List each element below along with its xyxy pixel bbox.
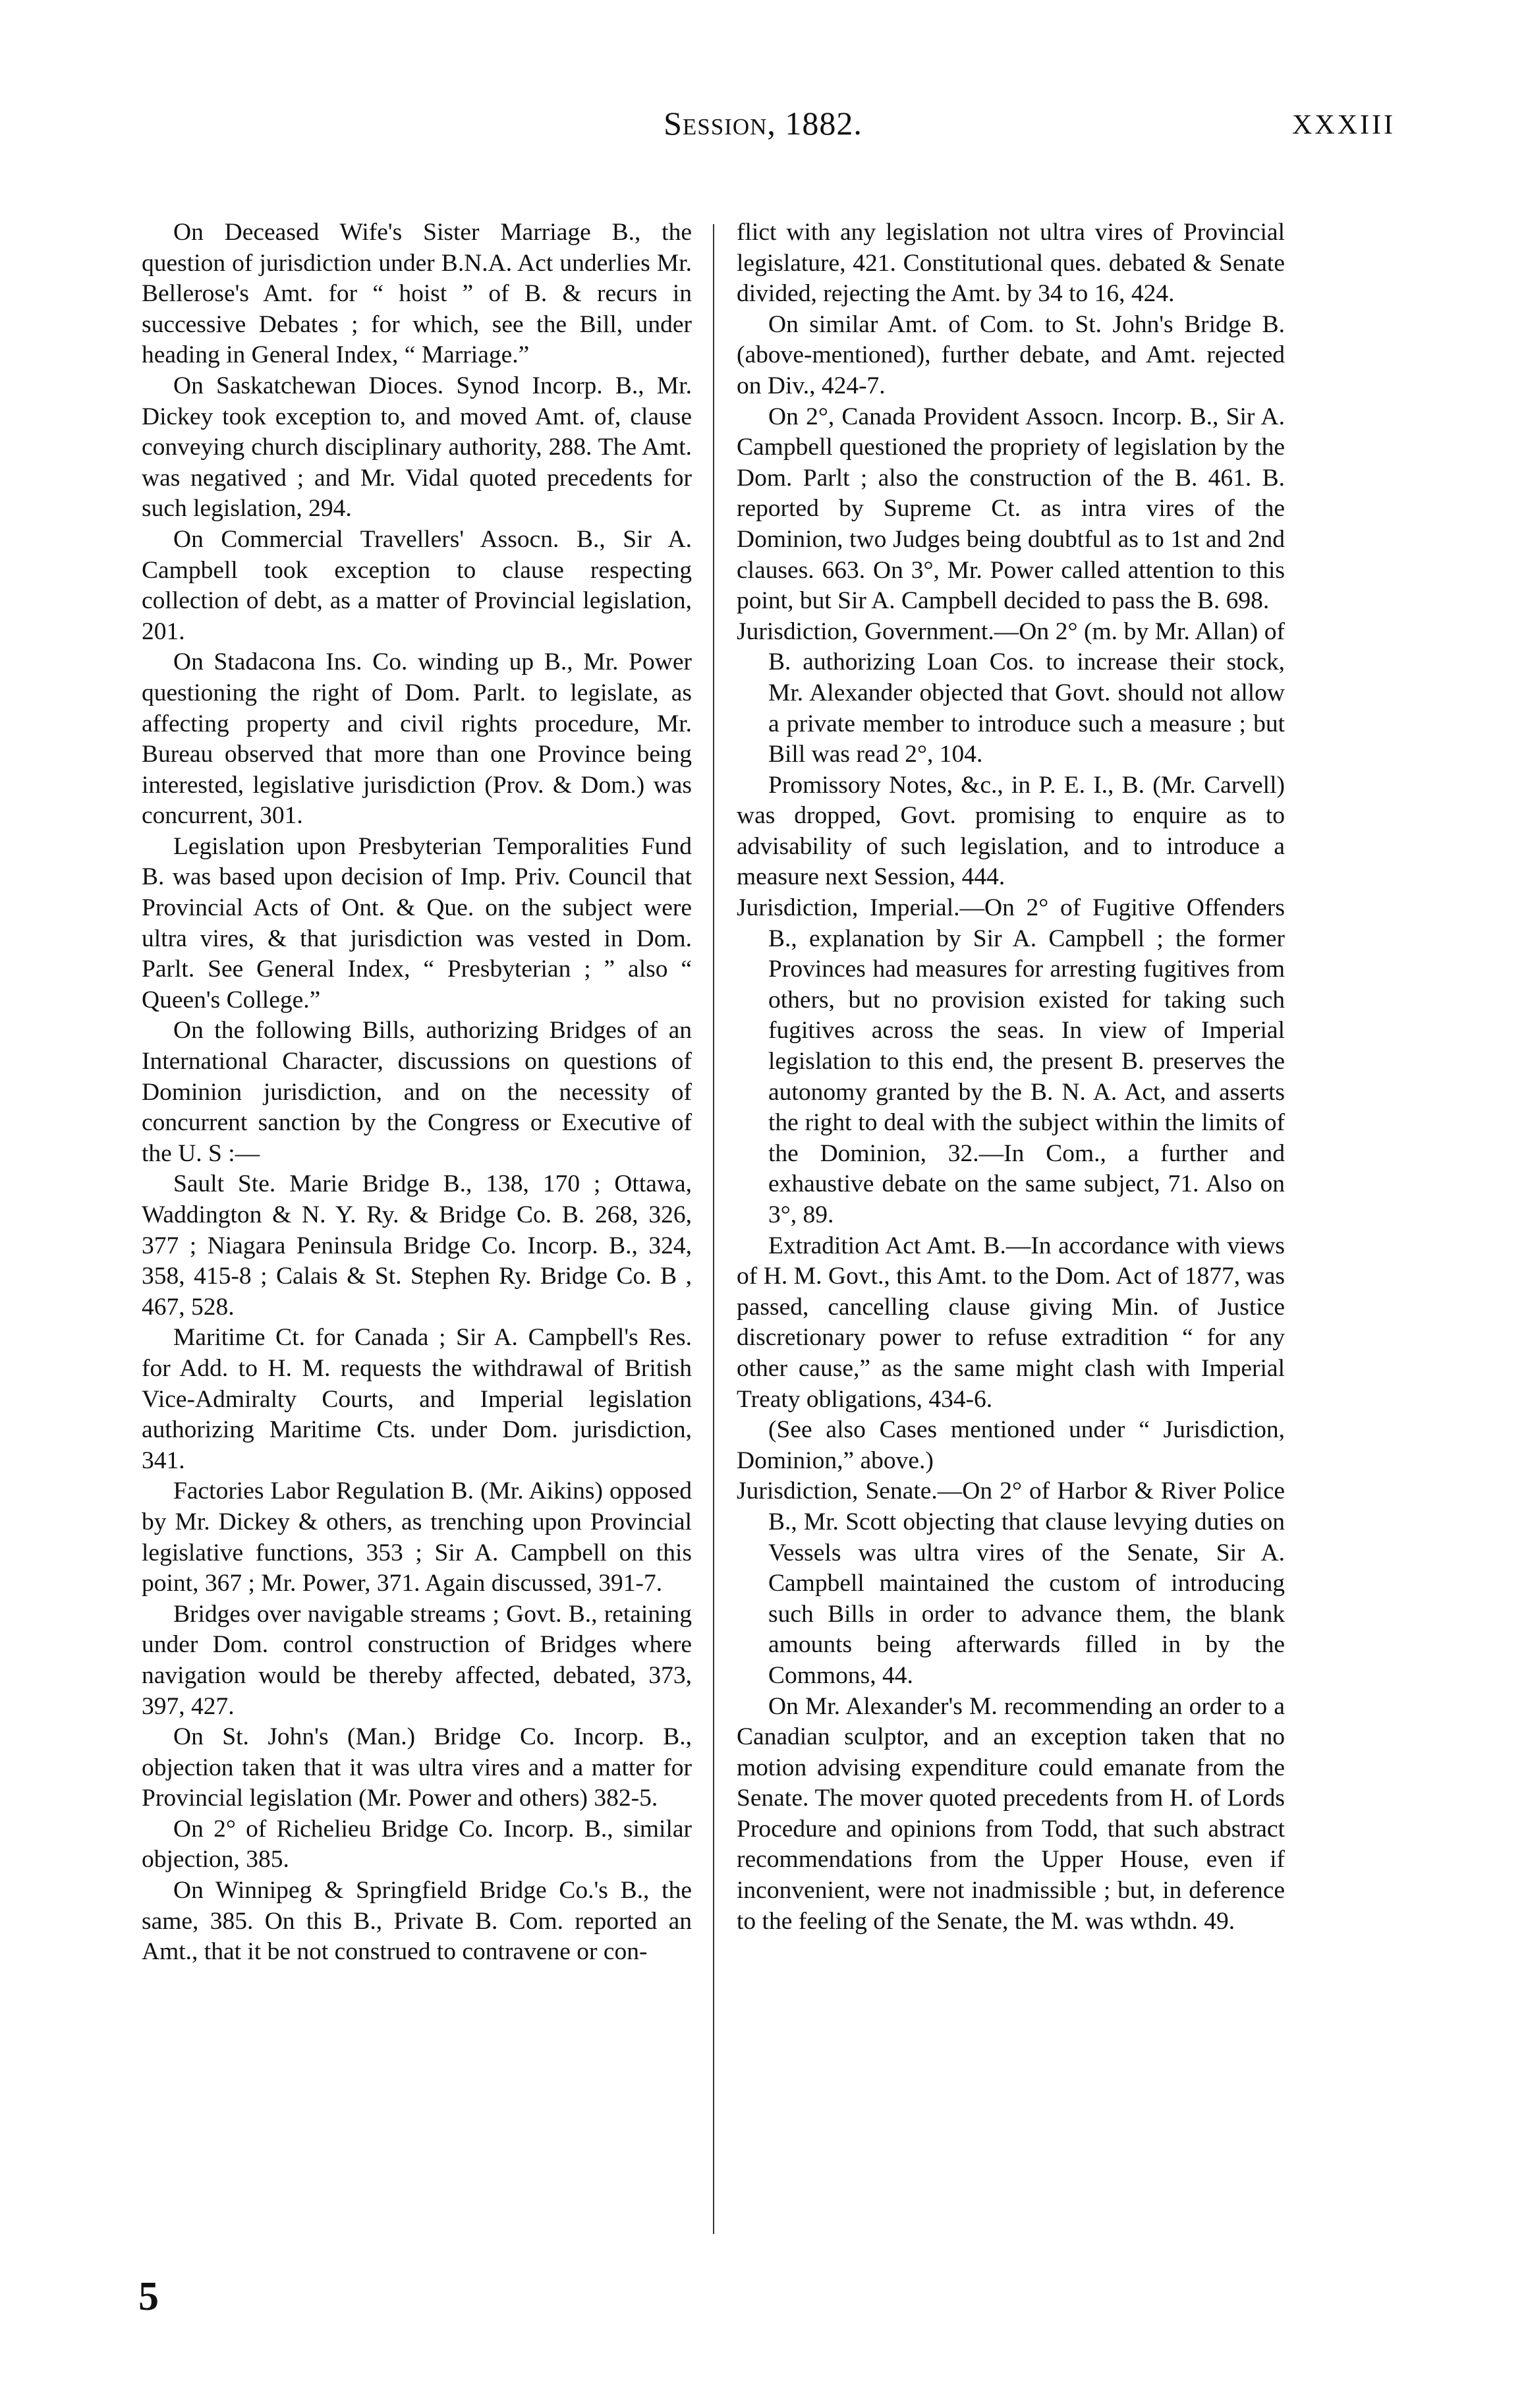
index-heading-entry: Jurisdiction, Government.—On 2° (m. by Mr. Allan) of B. authorizing Loan Cos. to increase their stock, Mr. Alexander objected that Govt. should not allow a private member to introduce such a measure ; but Bill was read 2°, 104. xyxy=(737,617,1285,768)
index-paragraph: Bridges over navigable streams ; Govt. B., retaining under Dom. control construction of Bridges where navigation would be thereby affected, debated, 373, 397, 427. xyxy=(142,1600,692,1720)
running-title: Session, 1882. xyxy=(664,105,862,142)
signature-mark: 5 xyxy=(138,2274,159,2319)
index-paragraph: Sault Ste. Marie Bridge B., 138, 170 ; Ottawa, Waddington & N. Y. Ry. & Bridge Co. B. 268, 326, 377 ; Niagara Peninsula Bridge Co. Incorp. B., 324, 358, 415-8 ; Calais & St. Stephen Ry. Bridge Co. B , 467, 528. xyxy=(142,1170,692,1321)
index-paragraph: On 2° of Richelieu Bridge Co. Incorp. B., similar objection, 385. xyxy=(142,1815,692,1874)
index-paragraph: Maritime Ct. for Canada ; Sir A. Campbell's Res. for Add. to H. M. requests the withdrawal of British Vice-Admiralty Courts, and Imperial legislation authorizing Maritime Cts. under Dom. jurisdiction, 341. xyxy=(142,1324,692,1474)
page-number: XXXIII xyxy=(1292,110,1396,140)
index-heading-entry: Jurisdiction, Imperial.—On 2° of Fugitive Offenders B., explanation by Sir A. Campbell ; the former Provinces had measures for arresting fugitives from others, but no provision existed for taking such fugitives across the seas. In view of Imperial legislation to this end, the present B. preserves the autonomy granted by the B. N. A. Act, and asserts the right to deal with the subject within the limits of the Dominion, 32.—In Com., a further and exhaustive debate on the same subject, 71. Also on 3°, 89. xyxy=(737,894,1285,1228)
index-paragraph: Legislation upon Presbyterian Temporalities Fund B. was based upon decision of Imp. Priv. Council that Provincial Acts of Ont. & Que. on the subject were ultra vires, & that jurisdiction was vested in Dom. Parlt. See General Index, “ Presbyterian ; ” also “ Queen's College.” xyxy=(142,832,692,1014)
index-paragraph: On 2°, Canada Provident Assocn. Incorp. B., Sir A. Campbell questioned the propriety of legislation by the Dom. Parlt ; also the construction of the B. 461. B. reported by Supreme Ct. as intra vires of the Dominion, two Judges being doubtful as to 1st and 2nd clauses. 663. On 3°, Mr. Power called attention to this point, but Sir A. Campbell decided to pass the B. 698. xyxy=(737,403,1285,615)
index-paragraph: On the following Bills, authorizing Bridges of an International Character, discussions on questions of Dominion jurisdiction, and on the necessity of concurrent sanction by the Congress or Executive of the U. S :— xyxy=(142,1017,692,1167)
index-paragraph: On Commercial Travellers' Assocn. B., Sir A. Campbell took exception to clause respecting collection of debt, as a matter of Provincial legislation, 201. xyxy=(142,525,692,645)
index-heading-entry: Jurisdiction, Senate.—On 2° of Harbor & River Police B., Mr. Scott objecting that clause levying duties on Vessels was ultra vires of the Senate, Sir A. Campbell maintained the custom of introducing such Bills in order to advance them, the blank amounts being afterwards filled in by the Commons, 44. xyxy=(737,1477,1285,1689)
cross-reference-note: (See also Cases mentioned under “ Jurisdiction, Dominion,” above.) xyxy=(737,1416,1285,1474)
index-paragraph: Promissory Notes, &c., in P. E. I., B. (Mr. Carvell) was dropped, Govt. promising to enquire as to advisability of such legislation, and to introduce a measure next Session, 444. xyxy=(737,771,1285,891)
index-paragraph: Extradition Act Amt. B.—In accordance with views of H. M. Govt., this Amt. to the Dom. Act of 1877, was passed, cancelling clause giving Min. of Justice discretionary power to refuse extradition “ for any other cause,” as the same might clash with Imperial Treaty obligations, 434-6. xyxy=(737,1232,1285,1413)
index-paragraph: On similar Amt. of Com. to St. John's Bridge B. (above-mentioned), further debate, and Amt. rejected on Div., 424-7. xyxy=(737,310,1285,399)
left-column xyxy=(142,217,692,1968)
index-paragraph: On Stadacona Ins. Co. winding up B., Mr. Power questioning the right of Dom. Parlt. to legislate, as affecting property and civil rights procedure, Mr. Bureau observed that more than one Province being interested, legislative jurisdiction (Prov. & Dom.) was concurrent, 301. xyxy=(142,648,692,830)
index-paragraph: flict with any legislation not ultra vires of Provincial legislature, 421. Constitutional ques. debated & Senate divided, rejecting the Amt. by 34 to 16, 424. xyxy=(737,219,1285,308)
column-divider xyxy=(713,224,714,2234)
index-paragraph: On Mr. Alexander's M. recommending an order to a Canadian sculptor, and an exception taken that no motion advising expenditure could emanate from the Senate. The mover quoted precedents from H. of Lords Procedure and opinions from Todd, that such abstract recommendations from the Upper House, even if inconvenient, were not inadmissible ; but, in deference to the feeling of the Senate, the M. was wthdn. 49. xyxy=(737,1692,1285,1935)
index-paragraph: On Saskatchewan Dioces. Synod Incorp. B., Mr. Dickey took exception to, and moved Amt. of, clause conveying church disciplinary authority, 288. The Amt. was negatived ; and Mr. Vidal quoted precedents for such legislation, 294. xyxy=(142,372,692,523)
index-paragraph: Factories Labor Regulation B. (Mr. Aikins) opposed by Mr. Dickey & others, as trenching upon Provincial legislative functions, 353 ; Sir A. Campbell on this point, 367 ; Mr. Power, 371. Again discussed, 391-7. xyxy=(142,1477,692,1597)
index-paragraph: On St. John's (Man.) Bridge Co. Incorp. B., objection taken that it was ultra vires and a matter for Provincial legislation (Mr. Power and others) 382-5. xyxy=(142,1723,692,1812)
index-paragraph: On Deceased Wife's Sister Marriage B., the question of jurisdiction under B.N.A. Act underlies Mr. Bellerose's Amt. for “ hoist ” of B. & recurs in successive Debates ; for which, see the Bill, under heading in General Index, “ Marriage.” xyxy=(142,219,692,369)
right-column xyxy=(737,217,1285,1937)
index-paragraph: On Winnipeg & Springfield Bridge Co.'s B., the same, 385. On this B., Private B. Com. reported an Amt., that it be not construed to contravene or con- xyxy=(142,1877,692,1966)
